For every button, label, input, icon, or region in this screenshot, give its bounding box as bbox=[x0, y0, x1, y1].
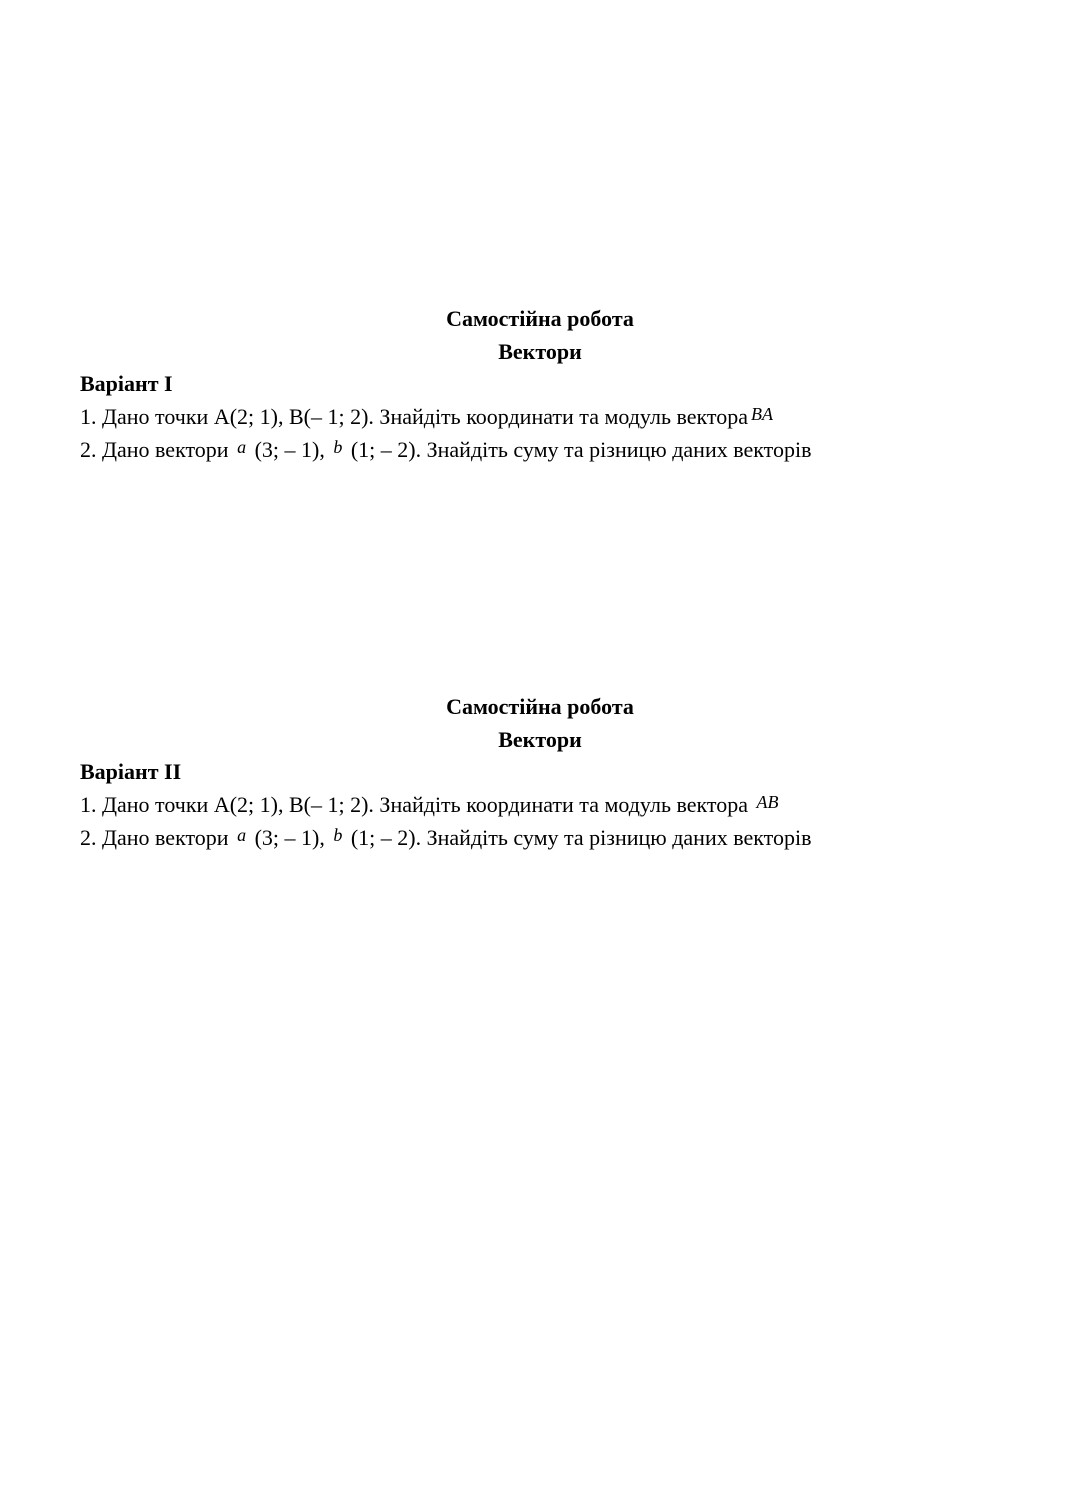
vector-a-coords: (3; – 1), bbox=[254, 437, 325, 462]
vector-a: a bbox=[237, 437, 247, 457]
task-1-text: 1. Дано точки А(2; 1), В(– 1; 2). Знайдіть координати та модуль вектора bbox=[80, 404, 748, 429]
task-1-text: 1. Дано точки А(2; 1), В(– 1; 2). Знайдіть координати та модуль вектора bbox=[80, 792, 748, 817]
task-2 bbox=[80, 433, 1000, 466]
vector-b-coords: (1; – 2). Знайдіть суму та різницю даних векторів bbox=[350, 437, 812, 462]
task-2-prefix: 2. Дано вектори bbox=[80, 825, 229, 850]
vector-ab: AB bbox=[756, 792, 779, 812]
vector-a: a bbox=[237, 825, 247, 845]
variant-1-section bbox=[80, 302, 1000, 466]
variant-label: Варіант І bbox=[80, 371, 173, 396]
vector-b: b bbox=[333, 825, 343, 845]
variant-2-section bbox=[80, 690, 1000, 854]
topic-title: Вектори bbox=[498, 727, 582, 752]
vector-ba: BA bbox=[751, 404, 773, 424]
task-2 bbox=[80, 821, 1000, 854]
variant-label: Варіант ІІ bbox=[80, 759, 182, 784]
vector-b-coords: (1; – 2). Знайдіть суму та різницю даних векторів bbox=[350, 825, 812, 850]
topic-title: Вектори bbox=[498, 339, 582, 364]
task-1 bbox=[80, 788, 1000, 821]
task-1 bbox=[80, 400, 1000, 433]
work-title: Самостійна робота bbox=[446, 694, 634, 719]
vector-b: b bbox=[333, 437, 343, 457]
task-2-prefix: 2. Дано вектори bbox=[80, 437, 229, 462]
work-title: Самостійна робота bbox=[446, 306, 634, 331]
vector-a-coords: (3; – 1), bbox=[254, 825, 325, 850]
